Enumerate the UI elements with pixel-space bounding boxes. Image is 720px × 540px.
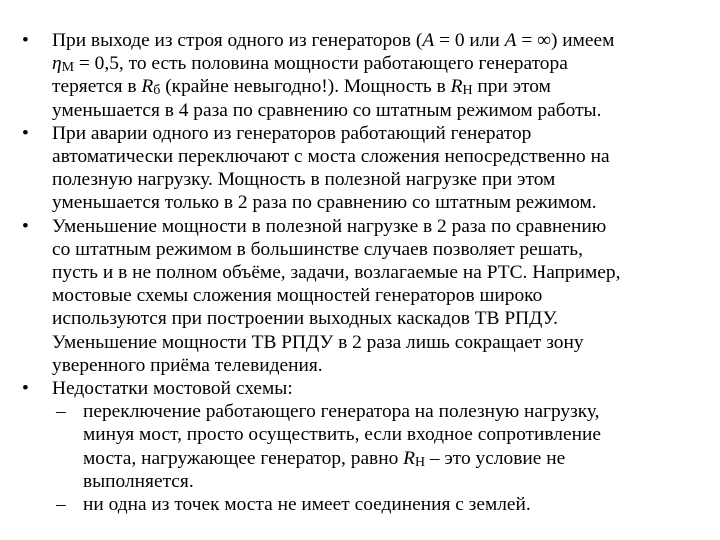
text-line: уверенного приёма телевидения. xyxy=(52,354,323,376)
text-line: выполняется. xyxy=(83,470,194,492)
text-line: моста, нагружающее генератор, равно $R_Н$ – это условие не xyxy=(83,447,566,470)
text-line: пусть и в не полном объёме, задачи, возлагаемые на РТС. Например, xyxy=(52,262,621,284)
text-line: При аварии одного из генераторов работающий генератор xyxy=(52,122,532,144)
sub-item xyxy=(22,493,702,516)
bullet-icon: • xyxy=(22,215,29,237)
text-line: переключение работающего генератора на полезную нагрузку, xyxy=(83,401,600,423)
text-line: уменьшается только в 2 раза по сравнению со штатным режимом. xyxy=(52,192,597,214)
text-line: Уменьшение мощности в полезной нагрузке в 2 раза по сравнению xyxy=(52,215,607,237)
text-line: Недостатки мостовой схемы: xyxy=(52,378,293,400)
sub-item xyxy=(22,400,702,493)
dash-icon: – xyxy=(56,401,66,423)
bullet-item xyxy=(22,122,702,215)
text-line: автоматически переключают с моста сложения непосредственно на xyxy=(52,146,610,168)
text-line: минуя мост, просто осуществить, если входное сопротивление xyxy=(83,424,601,446)
text-line: теряется в $R_б$ (крайне невыгодно!). Мощность в $R_Н$ при этом xyxy=(52,76,551,99)
bullet-item xyxy=(22,215,702,377)
text-line: полезную нагрузку. Мощность в полезной нагрузке при этом xyxy=(52,169,556,191)
text-line: ни одна из точек моста не имеет соединения с землей. xyxy=(83,494,531,516)
text-line: При выходе из строя одного из генераторов (A = 0 или A = ∞) имеем xyxy=(52,30,615,51)
bullet-icon: • xyxy=(22,122,29,144)
dash-icon: – xyxy=(56,494,66,516)
text-line: Уменьшение мощности ТВ РПДУ в 2 раза лишь сокращает зону xyxy=(52,331,584,353)
bullet-icon: • xyxy=(22,378,29,400)
text-line: используются при построении выходных каскадов ТВ РПДУ. xyxy=(52,308,558,330)
text-line: уменьшается в 4 раза по сравнению со штатным режимом работы. xyxy=(52,99,602,121)
bullet-icon: • xyxy=(22,30,29,51)
text-line: со штатным режимом в большинстве случаев позволяет решать, xyxy=(52,238,583,260)
bullet-item xyxy=(22,377,702,400)
bullet-item xyxy=(22,29,702,122)
text-line: мостовые схемы сложения мощностей генераторов широко xyxy=(52,285,543,307)
text-line: $\eta_М = 0,5$, то есть половина мощности работающего генератора xyxy=(52,53,568,76)
bullet-list xyxy=(22,29,702,516)
